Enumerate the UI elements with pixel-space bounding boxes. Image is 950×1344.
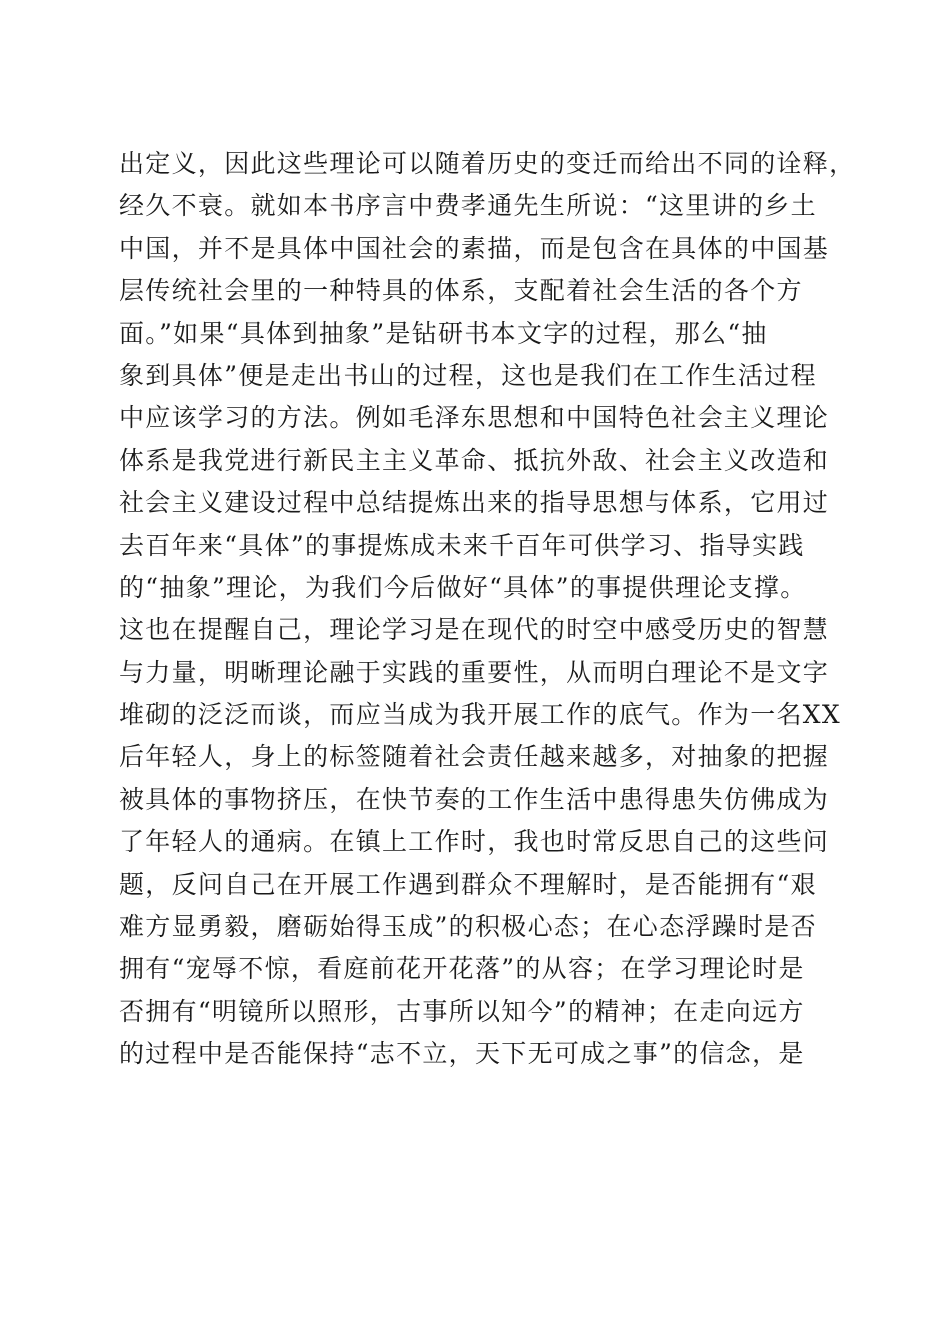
text-line-7: 中应该学习的方法。例如毛泽东思想和中国特色社会主义理论 <box>119 403 830 433</box>
text-line-13: 与力量，明晰理论融于实践的重要性，从而明白理论不是文字 <box>119 657 830 687</box>
text-line-18: 题，反问自己在开展工作遇到群众不理解时，是否能拥有“艰 <box>119 869 817 899</box>
text-line-21: 否拥有“明镜所以照形，古事所以知今”的精神；在走向远方 <box>119 996 805 1026</box>
text-line-5: 面。”如果“具体到抽象”是钻研书本文字的过程，那么“抽 <box>119 318 768 348</box>
text-line-3: 中国，并不是具体中国社会的素描，而是包含在具体的中国基 <box>119 233 830 263</box>
text-line-15: 后年轻人，身上的标签随着社会责任越来越多，对抽象的把握 <box>119 742 830 772</box>
text-line-8: 体系是我党进行新民主主义革命、抵抗外敌、社会主义改造和 <box>119 445 830 475</box>
text-line-9: 社会主义建设过程中总结提炼出来的指导思想与体系，它用过 <box>119 488 830 518</box>
text-line-16: 被具体的事物挤压，在快节奏的工作生活中患得患失仿佛成为 <box>119 784 830 814</box>
text-line-19: 难方显勇毅，磨砺始得玉成”的积极心态；在心态浮躁时是否 <box>119 912 817 942</box>
text-line-2: 经久不衰。就如本书序言中费孝通先生所说：“这里讲的乡土 <box>119 191 817 221</box>
text-line-12: 这也在提醒自己，理论学习是在现代的时空中感受历史的智慧 <box>119 615 830 645</box>
text-line-11: 的“抽象”理论，为我们今后做好“具体”的事提供理论支撑。 <box>119 572 807 602</box>
text-line-14: 堆砌的泛泛而谈，而应当成为我开展工作的底气。作为一名XX <box>119 700 841 730</box>
body-text <box>119 143 856 1076</box>
text-line-22: 的过程中是否能保持“志不立，天下无可成之事”的信念，是 <box>119 1039 805 1069</box>
text-line-17: 了年轻人的通病。在镇上工作时，我也时常反思自己的这些问 <box>119 827 830 857</box>
text-line-1: 出定义，因此这些理论可以随着历史的变迁而给出不同的诠释， <box>119 149 856 178</box>
text-line-4: 层传统社会里的一种特具的体系，支配着社会生活的各个方 <box>119 276 803 306</box>
text-line-6: 象到具体”便是走出书山的过程，这也是我们在工作生活过程 <box>119 360 817 390</box>
text-line-20: 拥有“宠辱不惊，看庭前花开花落”的从容；在学习理论时是 <box>119 954 805 984</box>
text-line-10: 去百年来“具体”的事提炼成未来千百年可供学习、指导实践 <box>119 530 805 560</box>
